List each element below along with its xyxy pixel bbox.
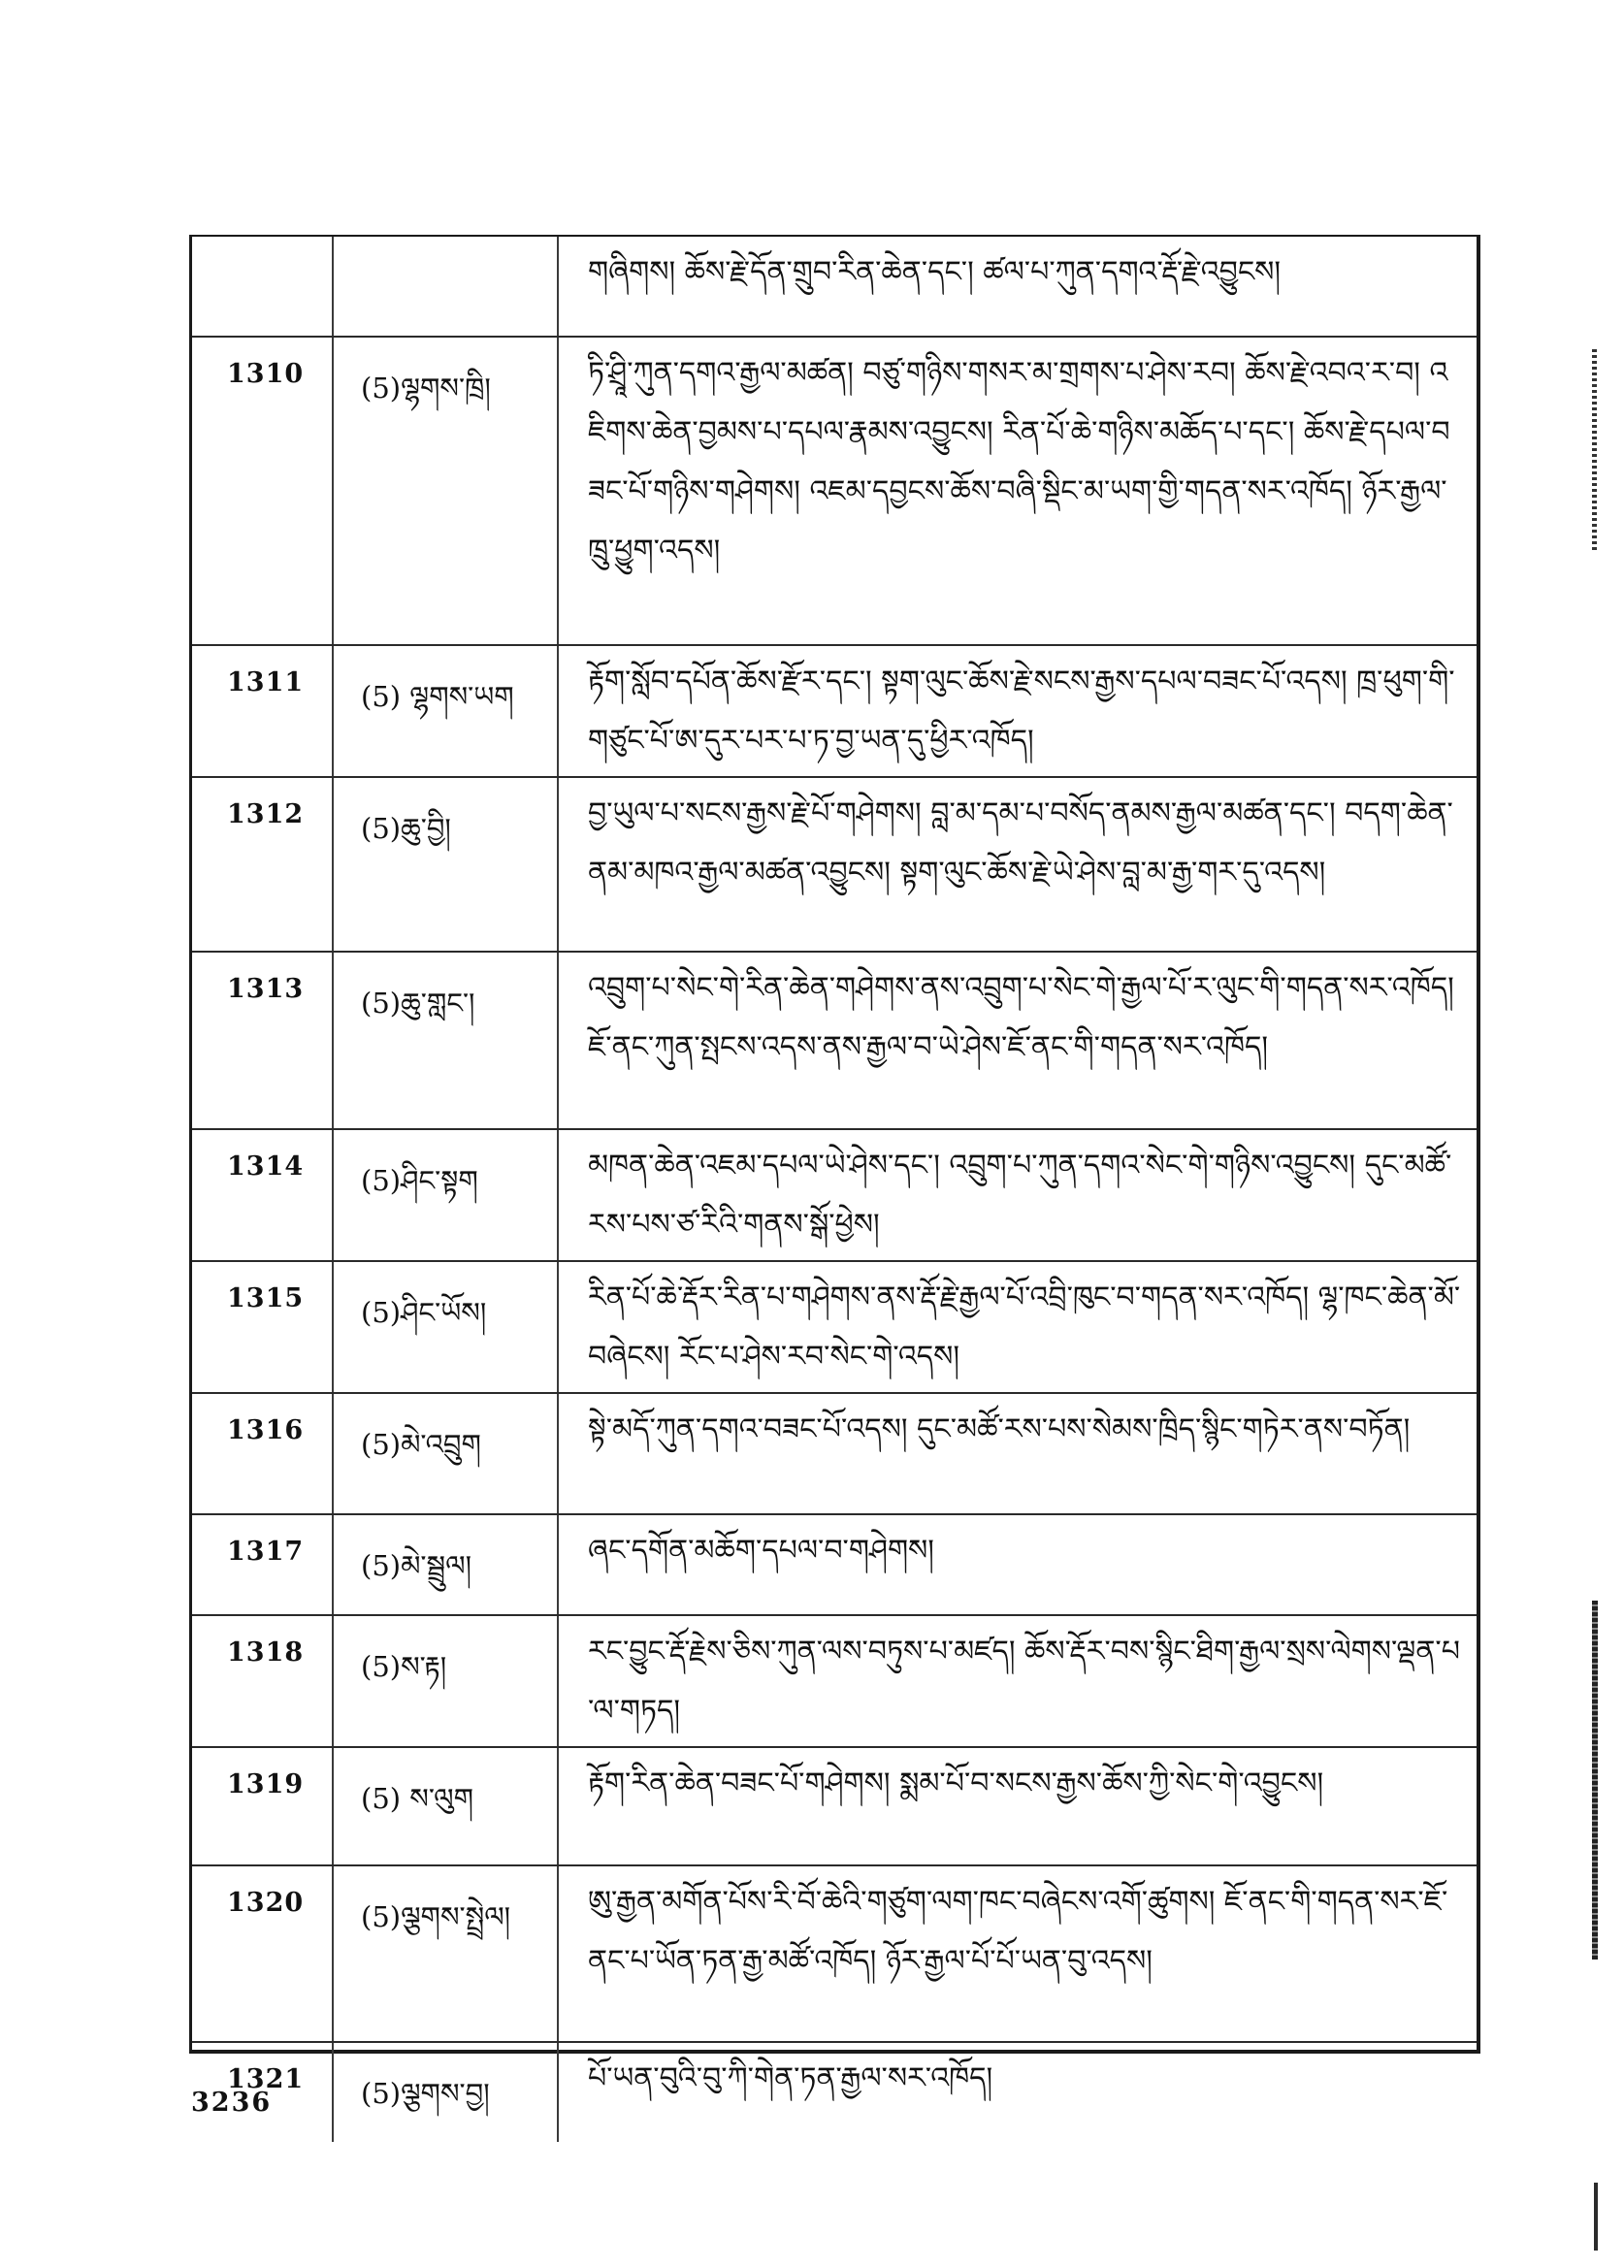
entries-table <box>192 237 1477 2142</box>
event-text-cell: བྱ་ཡུལ་པ་སངས་རྒྱས་རྗེ་པོ་གཤེགས། བླ་མ་དམ་པ་བསོད་ནམས་རྒྱལ་མཚན་དང་། བདག་ཆེན་ནམ་མཁའ་རྒྱལ་མཚན་འབྱུངས། སྟག་ལུང་ཆོས་རྗེ་ཡེ་ཤེས་བླ་མ་རྒྱ་གར་དུ་འདས། <box>558 777 1477 952</box>
page-number: 3236 <box>191 2088 273 2118</box>
table-row <box>192 777 1477 952</box>
element-year-cell: (5)ཤིང་སྟག <box>333 1129 558 1261</box>
year-cell: 1310 <box>192 337 333 645</box>
element-year-cell: (5)མེ་སྦྲུལ། <box>333 1514 558 1615</box>
element-year-cell: (5) ས་ལུག <box>333 1747 558 1865</box>
event-text-cell: རྟོག་རིན་ཆེན་བཟང་པོ་གཤེགས། སྨམ་པོ་བ་སངས་རྒྱས་ཆོས་ཀྱི་སེང་གེ་འབྱུངས། <box>558 1747 1477 1865</box>
event-text-cell: རྟོག་སློབ་དཔོན་ཆོས་རྫོར་དང་། སྟག་ལུང་ཆོས་རྗེ་སངས་རྒྱས་དཔལ་བཟང་པོ་འདས། ཁྲ་ཕུག་གི་གཙུང་པོ་ཨ་དུར་པར་པ་ཏ་བྱ་ཡན་དུ་ཕྱིར་འཁོད། <box>558 645 1477 777</box>
table-row <box>192 645 1477 777</box>
year-cell: 1321 <box>192 2042 333 2142</box>
year-cell <box>192 237 333 337</box>
element-year-cell: (5) ལྷགས་ཡག <box>333 645 558 777</box>
element-year-cell: (5)ས་རྟ། <box>333 1615 558 1747</box>
event-text-cell: ཨུ་རྒྱན་མགོན་པོས་རི་བོ་ཆེའི་གཙུག་ལག་ཁང་བཞེངས་འགོ་ཚུགས། ཇོ་ནང་གི་གདན་སར་ཇོ་ནང་པ་ཡོན་ཏན་རྒྱ་མཚོ་འཁོད། ཉོར་རྒྱལ་པོ་པོ་ཡན་བུ་འདས། <box>558 1865 1477 2042</box>
table-row <box>192 1393 1477 1514</box>
element-year-cell: (5)ལྕགས་བྱ། <box>333 2042 558 2142</box>
table-row <box>192 2042 1477 2142</box>
scan-edge-mark <box>1592 1601 1598 1960</box>
event-text-cell: འབྲུག་པ་སེང་གེ་རིན་ཆེན་གཤེགས་ནས་འབྲུག་པ་སེང་གེ་རྒྱལ་པོ་ར་ལུང་གི་གདན་སར་འཁོད། ཇོ་ནང་ཀུན་སྤངས་འདས་ནས་རྒྱལ་བ་ཡེ་ཤེས་ཇོ་ནང་གི་གདན་སར་འཁོད། <box>558 952 1477 1129</box>
event-text-cell: སྟེ་མདོ་ཀུན་དགའ་བཟང་པོ་འདས། དུང་མཚོ་རས་པས་སེམས་ཁྲིད་སྙིང་གཏེར་ནས་བཏོན། <box>558 1393 1477 1514</box>
element-year-cell: (5)ལྷགས་ཁྲི། <box>333 337 558 645</box>
year-cell: 1311 <box>192 645 333 777</box>
table-row <box>192 952 1477 1129</box>
event-text-cell: གཞིགས། ཆོས་རྗེ་དོན་གྲུབ་རིན་ཆེན་དང་། ཚལ་པ་ཀུན་དགའ་རྡོ་རྗེ་འབྱུངས། <box>558 237 1477 337</box>
table-row <box>192 1261 1477 1393</box>
event-text-cell: རིན་པོ་ཆེ་རྡོར་རིན་པ་གཤེགས་ནས་རྡོ་རྗེ་རྒྱལ་པོ་འབྲི་ཁུང་བ་གདན་སར་འཁོད། ལྷ་ཁང་ཆེན་མོ་བཞེངས། རོང་པ་ཤེས་རབ་སེང་གེ་འདས། <box>558 1261 1477 1393</box>
event-text-cell: ཞང་དགོན་མཆོག་དཔལ་བ་གཤེགས། <box>558 1514 1477 1615</box>
scan-edge-mark <box>1592 349 1597 553</box>
table-row <box>192 1747 1477 1865</box>
event-text-cell: པོ་ཡན་བུའི་བུ་ཀི་གེན་ཏན་རྒྱལ་སར་འཁོད། <box>588 2061 993 2095</box>
year-cell: 1314 <box>192 1129 333 1261</box>
table-row <box>192 337 1477 645</box>
event-text-cell: རང་བྱུང་རྡོ་རྗེས་ཅིས་ཀུན་ལས་བཏུས་པ་མཛད། ཆོས་རྡོར་བས་སྙིང་ཐིག་རྒྱལ་སྲས་ལེགས་ལྡན་པ་ལ་གཏད། <box>558 1615 1477 1747</box>
element-year-cell: (5)ལྕགས་སྤྲེལ། <box>333 1865 558 2042</box>
table-row <box>192 1129 1477 1261</box>
year-cell: 1312 <box>192 777 333 952</box>
year-cell: 1318 <box>192 1615 333 1747</box>
element-year-cell: (5)ཆུ་བྱི། <box>333 777 558 952</box>
year-cell: 1317 <box>192 1514 333 1615</box>
element-year-cell: (5)ཆུ་གླང་། <box>333 952 558 1129</box>
element-year-cell <box>333 237 558 337</box>
table-row <box>192 1615 1477 1747</box>
element-year-cell: (5)ཤིང་ཡོས། <box>333 1261 558 1393</box>
event-text-cell: མཁན་ཆེན་འཇམ་དཔལ་ཡེ་ཤེས་དང་། འབྲུག་པ་ཀུན་དགའ་སེང་གེ་གཉིས་འབྱུངས། དུང་མཚོ་རས་པས་ཙ་རིའི་གནས་སྒོ་ཕྱེས། <box>558 1129 1477 1261</box>
year-cell: 1320 <box>192 1865 333 2042</box>
scan-edge-mark <box>1594 2183 1598 2251</box>
table-row <box>192 1514 1477 1615</box>
event-text-cell: ཏི་ཤྲཱི་ཀུན་དགའ་རྒྱལ་མཚན། བཙུ་གཉིས་གསར་མ་གྲགས་པ་ཤེས་རབ། ཆོས་རྗེ་འབའ་ར་བ། འཇིགས་ཆེན་བྱམས་པ་དཔལ་རྣམས་འབྱུངས། རིན་པོ་ཆེ་གཉིས་མཆོད་པ་དང་། ཆོས་རྗེ་དཔལ་བཟང་པོ་གཉིས་གཤེགས། འཇམ་དབྱངས་ཆོས་བཞི་སྡིང་མ་ཡག་གྱི་གདན་སར་འཁོད། ཉོར་རྒྱལ་ཁྲུ་ཕྱུག་འདས། <box>558 337 1477 645</box>
table-row <box>192 1865 1477 2042</box>
year-cell: 1315 <box>192 1261 333 1393</box>
table-row <box>192 237 1477 337</box>
year-cell: 1313 <box>192 952 333 1129</box>
year-cell: 1319 <box>192 1747 333 1865</box>
year-cell: 1316 <box>192 1393 333 1514</box>
element-year-cell: (5)མེ་འབྲུག <box>333 1393 558 1514</box>
